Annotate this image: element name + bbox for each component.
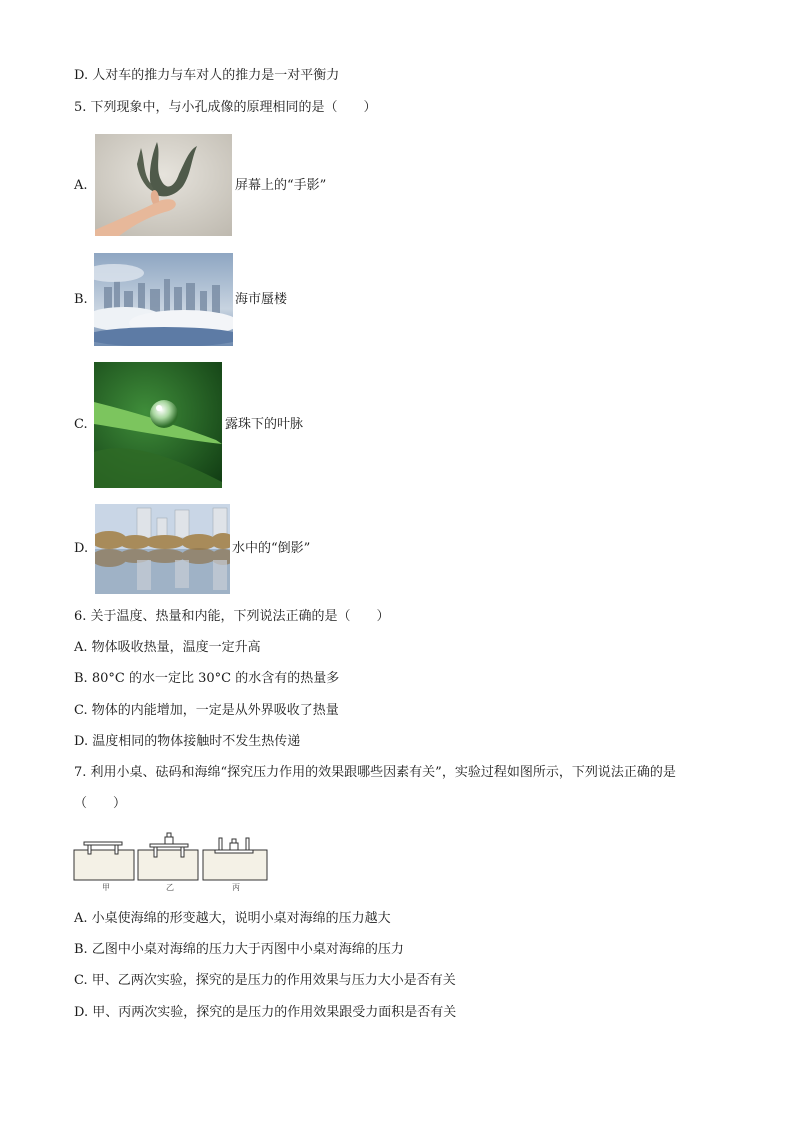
q7-stem: 7. 利用小桌、砝码和海绵“探究压力作用的效果跟哪些因素有关”，实验过程如图所示，下列说法正确的是 [74, 765, 676, 780]
reflection-photo [95, 504, 230, 594]
q4-option-d: D. 人对车的推力与车对人的推力是一对平衡力 [74, 68, 340, 83]
hand-shadow-photo [95, 134, 232, 236]
q5-option-d-letter: D. [74, 541, 89, 556]
q7-option-d: D. 甲、丙两次实验，探究的是压力的作用效果跟受力面积是否有关 [74, 1005, 457, 1020]
q6-option-a: A. 物体吸收热量，温度一定升高 [74, 640, 261, 655]
q6-option-c: C. 物体的内能增加，一定是从外界吸收了热量 [74, 703, 339, 718]
q5-option-b-letter: B. [74, 292, 88, 307]
figure-label-yi: 乙 [166, 883, 174, 892]
q7-stem-cont: （ ） [74, 796, 127, 811]
figure-label-bing: 丙 [232, 883, 240, 892]
figure-label-jia: 甲 [102, 883, 110, 892]
q7-option-c: C. 甲、乙两次实验，探究的是压力的作用效果与压力大小是否有关 [74, 973, 456, 988]
q7-option-b: B. 乙图中小桌对海绵的压力大于丙图中小桌对海绵的压力 [74, 942, 404, 957]
dewdrop-leaf-photo [94, 362, 222, 488]
q6-stem: 6. 关于温度、热量和内能，下列说法正确的是（ ） [74, 609, 390, 624]
q6-option-b: B. 80°C 的水一定比 30°C 的水含有的热量多 [74, 671, 340, 686]
q5-option-d-caption: 水中的“倒影” [232, 541, 311, 556]
q5-option-c-caption: 露珠下的叶脉 [225, 417, 304, 432]
q7-option-a: A. 小桌使海绵的形变越大，说明小桌对海绵的压力越大 [74, 911, 391, 926]
q5-option-a-letter: A. [74, 178, 88, 193]
q5-option-c-letter: C. [74, 417, 88, 432]
q5-option-b-caption: 海市蜃楼 [235, 292, 288, 307]
pressure-experiment-figure [72, 828, 270, 894]
q5-stem: 5. 下列现象中，与小孔成像的原理相同的是（ ） [74, 100, 377, 115]
q6-option-d: D. 温度相同的物体接触时不发生热传递 [74, 734, 301, 749]
mirage-photo [94, 253, 233, 346]
q5-option-a-caption: 屏幕上的“手影” [235, 178, 327, 193]
